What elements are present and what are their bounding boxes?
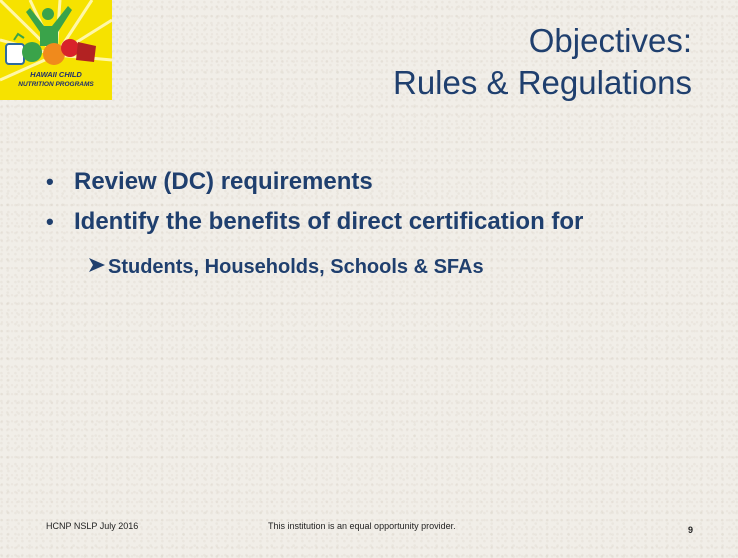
bullet-dot-icon: •: [46, 209, 54, 234]
bullet-list: [46, 162, 726, 242]
arrow-bullet-icon: [88, 256, 106, 279]
sub-bullet: [88, 256, 484, 279]
bullet-dot-icon: •: [46, 169, 54, 194]
slide-title-line2: Rules & Regulations: [393, 64, 692, 101]
bullet-item: [46, 202, 726, 242]
footer-disclaimer: This institution is an equal opportunity provider.: [268, 521, 456, 531]
hcnp-logo: [0, 0, 112, 100]
slide-title-line1: Objectives:: [528, 22, 692, 59]
sub-bullet-text: Students, Households, Schools & SFAs: [108, 256, 484, 278]
bullet-text: Identify the benefits of direct certification for: [74, 208, 584, 235]
slide-title: [172, 20, 692, 104]
bullet-text: Review (DC) requirements: [74, 168, 373, 195]
logo-text-line2: NUTRITION PROGRAMS: [18, 81, 94, 88]
bullet-item: [46, 162, 726, 202]
page-number: 9: [688, 525, 694, 535]
logo-graphic: [0, 0, 112, 100]
footer-date: HCNP NSLP July 2016: [46, 521, 139, 531]
logo-text-line1: HAWAII CHILD: [30, 70, 82, 79]
